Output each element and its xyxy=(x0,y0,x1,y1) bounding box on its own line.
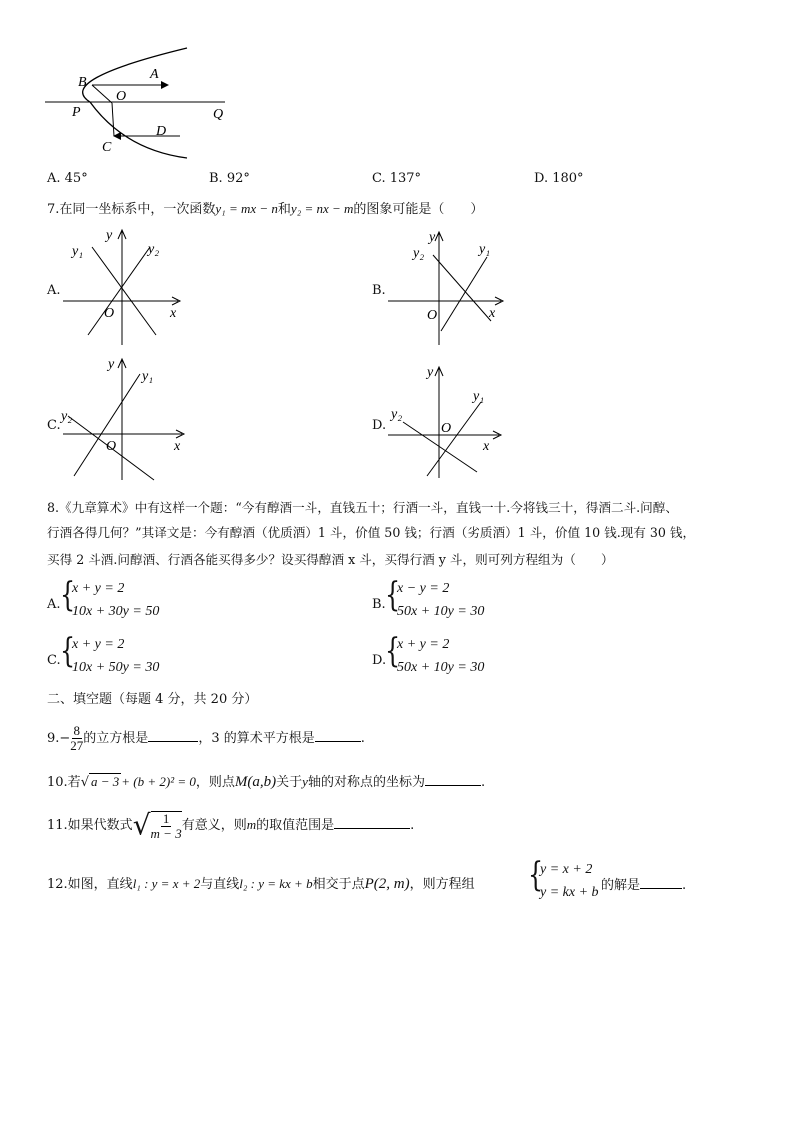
q9-prefix: 9.− xyxy=(47,731,71,746)
sqrt-icon: √ xyxy=(132,808,151,842)
svg-text:y₂: y₂ xyxy=(61,409,73,424)
q12 xyxy=(47,876,475,893)
q12-l2: l₂ : y = kx + b xyxy=(239,876,313,891)
q11-denominator: m − 3 xyxy=(150,825,182,841)
q8-option-c-letter[interactable]: C. xyxy=(47,653,61,668)
svg-text:O: O xyxy=(106,439,117,454)
label-d: D xyxy=(156,124,167,139)
q8-option-c-eq2: 10x + 50y = 30 xyxy=(72,660,160,675)
svg-text:x: x xyxy=(174,439,181,454)
graph-a-line-y1 xyxy=(92,247,156,335)
q8-option-b-letter[interactable]: B. xyxy=(372,597,386,612)
label-a: A xyxy=(150,67,159,82)
q11-fraction xyxy=(151,811,182,841)
q9 xyxy=(47,721,365,757)
q8-option-d-letter[interactable]: D. xyxy=(372,653,387,668)
q12-blank[interactable] xyxy=(640,876,682,889)
svg-text:y₁: y₁ xyxy=(473,389,485,404)
q8-option-b-brace: { xyxy=(385,575,401,615)
q9-blank-2[interactable] xyxy=(315,729,361,742)
q10-prefix: 10.若 xyxy=(47,775,81,790)
q12-mid2: 相交于点 xyxy=(312,877,365,892)
q8-line-1: 8.《九章算术》中有这样一个题：“今有醇酒一斗，直钱五十；行酒一斗，直钱一十.今将钱三十，得酒二斗.问醇、 xyxy=(47,500,678,515)
q9-denominator: 27 xyxy=(70,738,84,753)
label-b: B xyxy=(78,75,87,90)
q6-figure xyxy=(40,40,260,170)
svg-text:x: x xyxy=(483,439,490,454)
q12-l1: l₁ : y = x + 2 xyxy=(132,876,201,891)
q6-option-d[interactable]: D. 180° xyxy=(534,171,584,186)
q8-option-d-brace: { xyxy=(385,631,401,671)
q6-option-a[interactable]: A. 45° xyxy=(47,171,88,186)
q8-line-2: 行酒各得几何？”其译文是：今有醇酒（优质酒）1 斗，价值 50 钱；行酒（劣质酒）1 斗，价值 10 钱.现有 30 钱， xyxy=(47,525,696,540)
q7-stem xyxy=(47,201,483,218)
svg-text:x: x xyxy=(489,306,496,321)
q12-brace: { xyxy=(528,855,544,895)
q11-var: m xyxy=(246,817,257,832)
q7-stem-and: 和 xyxy=(277,202,291,217)
q10-root: a − 3 xyxy=(90,774,120,789)
svg-text:y₂: y₂ xyxy=(391,407,403,422)
q7-graph-b xyxy=(383,225,513,350)
q12-point: P(2, m) xyxy=(364,876,410,892)
q8-option-d-eq2: 50x + 10y = 30 xyxy=(397,660,485,675)
q7-option-d-letter[interactable]: D. xyxy=(372,418,387,433)
section-2-title: 二、填空题（每题 4 分，共 20 分） xyxy=(47,692,258,707)
graph-d-line-y2 xyxy=(403,422,477,472)
segment-oc xyxy=(112,103,114,136)
q7-stem-suffix: 的图象可能是（ ） xyxy=(353,202,484,217)
q10-mid3: 轴的对称点的坐标为 xyxy=(307,775,425,790)
q9-end: . xyxy=(360,731,365,746)
q8-option-c-eq1: x + y = 2 xyxy=(72,637,125,652)
graph-d-line-y1 xyxy=(427,402,481,476)
q9-mid: 的立方根是 xyxy=(83,731,149,746)
svg-text:O: O xyxy=(427,308,438,323)
svg-text:x: x xyxy=(170,306,177,321)
q11 xyxy=(47,805,414,846)
svg-text:y₂: y₂ xyxy=(413,246,425,261)
q8-option-c-brace: { xyxy=(60,631,76,671)
svg-text:y: y xyxy=(427,365,434,380)
q8-option-a-brace: { xyxy=(60,575,76,615)
svg-text:y₁: y₁ xyxy=(479,242,491,257)
q8-option-b-eq2: 50x + 10y = 30 xyxy=(397,604,485,619)
q11-prefix: 11.如果代数式 xyxy=(47,818,133,833)
q6-option-b[interactable]: B. 92° xyxy=(209,171,250,186)
svg-text:y₁: y₁ xyxy=(72,244,84,259)
q10-rest: + (b + 2)² = 0 xyxy=(121,774,196,789)
sqrt-icon: √ xyxy=(80,775,89,790)
q7-graph-d xyxy=(383,360,513,480)
q11-mid: 有意义，则 xyxy=(181,818,247,833)
q7-option-b-letter[interactable]: B. xyxy=(372,283,386,298)
q7-option-c-letter[interactable]: C. xyxy=(47,418,61,433)
label-q: Q xyxy=(213,107,224,122)
svg-text:y: y xyxy=(108,357,115,372)
q11-mid2: 的取值范围是 xyxy=(256,818,335,833)
svg-text:O: O xyxy=(104,306,115,321)
q7-stem-y1: y₁ = mx − n xyxy=(215,201,278,216)
segment-bo xyxy=(92,85,112,103)
q9-blank-1[interactable] xyxy=(148,729,198,742)
q12-prefix: 12.如图，直线 xyxy=(47,877,133,892)
q7-stem-y2: y₂ = nx − m xyxy=(290,201,354,216)
label-c: C xyxy=(102,140,112,155)
q8-option-b-eq1: x − y = 2 xyxy=(397,581,450,596)
q8-option-a-eq1: x + y = 2 xyxy=(72,581,125,596)
q9-numerator: 8 xyxy=(73,723,81,738)
graph-b-line-y1 xyxy=(441,257,487,331)
graph-c-line-y1 xyxy=(74,374,140,476)
q7-option-a-letter[interactable]: A. xyxy=(47,283,61,298)
q10-point: M(a,b) xyxy=(234,774,277,790)
q12-eq1: y = x + 2 xyxy=(540,862,593,877)
q6-option-c[interactable]: C. 137° xyxy=(372,171,422,186)
svg-text:O: O xyxy=(441,421,452,436)
q12-mid: 与直线 xyxy=(200,877,240,892)
q12-tail xyxy=(601,876,686,894)
q11-blank[interactable] xyxy=(334,816,410,829)
q7-graph-a xyxy=(58,225,188,350)
q9-mid2: ，3 的算术平方根是 xyxy=(198,731,315,746)
q12-eq2: y = kx + b xyxy=(540,885,599,900)
q10-blank[interactable] xyxy=(425,773,481,786)
label-p: P xyxy=(72,105,81,120)
q8-option-a-eq2: 10x + 30y = 50 xyxy=(72,604,160,619)
q8-line-3: 买得 2 斗酒.问醇酒、行酒各能买得多少？设买得醇酒 x 斗，买得行酒 y 斗，则可列方程组为（ ） xyxy=(47,552,614,567)
q12-mid3: ，则方程组 xyxy=(409,877,475,892)
svg-text:y₂: y₂ xyxy=(148,242,160,257)
label-o: O xyxy=(116,89,127,104)
q10 xyxy=(47,772,485,793)
q8-option-d-eq1: x + y = 2 xyxy=(397,637,450,652)
svg-text:y₁: y₁ xyxy=(142,369,154,384)
q9-fraction xyxy=(70,724,83,753)
q12-end: 的解是 xyxy=(601,878,641,893)
q7-graph-c xyxy=(58,352,193,482)
svg-text:y: y xyxy=(429,230,436,245)
q7-stem-prefix: 7.在同一坐标系中，一次函数 xyxy=(47,202,216,217)
q10-end: . xyxy=(480,775,486,790)
q11-end: . xyxy=(410,818,415,833)
svg-text:y: y xyxy=(106,228,113,243)
q11-numerator: 1 xyxy=(162,810,170,826)
parabola-curve xyxy=(83,48,187,158)
q10-mid2: 关于 xyxy=(276,775,303,790)
q8-option-a-letter[interactable]: A. xyxy=(47,597,61,612)
q10-mid: ，则点 xyxy=(195,775,235,790)
q12-dot: . xyxy=(682,878,687,893)
q10-var: y xyxy=(302,774,308,789)
graph-a-line-y2 xyxy=(88,247,150,335)
